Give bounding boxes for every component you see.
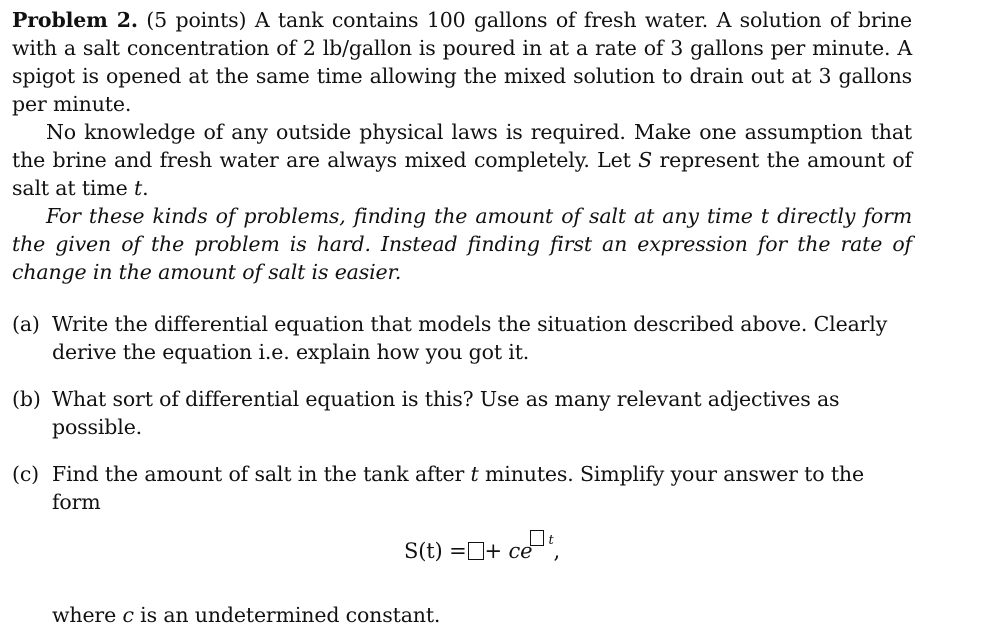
question-b-text: What sort of differential equation is this? Use as many relevant adjectives as possible. <box>52 387 840 439</box>
problem-points: (5 points) <box>146 8 247 32</box>
problem-title: Problem 2. <box>12 8 138 32</box>
answer-blank-box <box>468 542 484 560</box>
question-c: (c) Find the amount of salt in the tank after t minutes. Simplify your answer to the form <box>12 462 864 514</box>
question-b-label: (b) <box>12 387 41 411</box>
question-b <box>12 385 912 441</box>
problem-intro-text: A tank contains 100 gallons of fresh water. A solution of brine with a salt concentration of 2 lb/gallon is poured in at a rate of 3 gallons per minute. A spigot is opened at the same time allowing the mixed solution to drain out at 3 gallons per minute. <box>12 8 912 116</box>
constant-note: where c is an undetermined constant. <box>52 603 441 627</box>
question-list <box>12 310 912 516</box>
problem-document <box>12 6 912 629</box>
exponent-blank-box <box>530 530 544 546</box>
question-a-label: (a) <box>12 312 40 336</box>
question-a <box>12 310 912 366</box>
answer-form-formula: S(t) = + ce $^t$, <box>12 535 912 571</box>
question-c-label: (c) <box>12 462 40 486</box>
question-a-text: Write the differential equation that models the situation described above. Clearly derive the equation i.e. explain how you got it. <box>52 312 888 364</box>
assumption-paragraph: No knowledge of any outside physical laws is required. Make one assumption that the brine and fresh water are always mixed completely. Let S represent the amount of salt at time t. <box>12 120 912 200</box>
hint-paragraph: For these kinds of problems, finding the amount of salt at any time t directly form the given of the problem is hard. Instead finding first an expression for the rate of change in the amount of salt is easier. <box>12 204 913 284</box>
problem-intro <box>12 6 912 118</box>
